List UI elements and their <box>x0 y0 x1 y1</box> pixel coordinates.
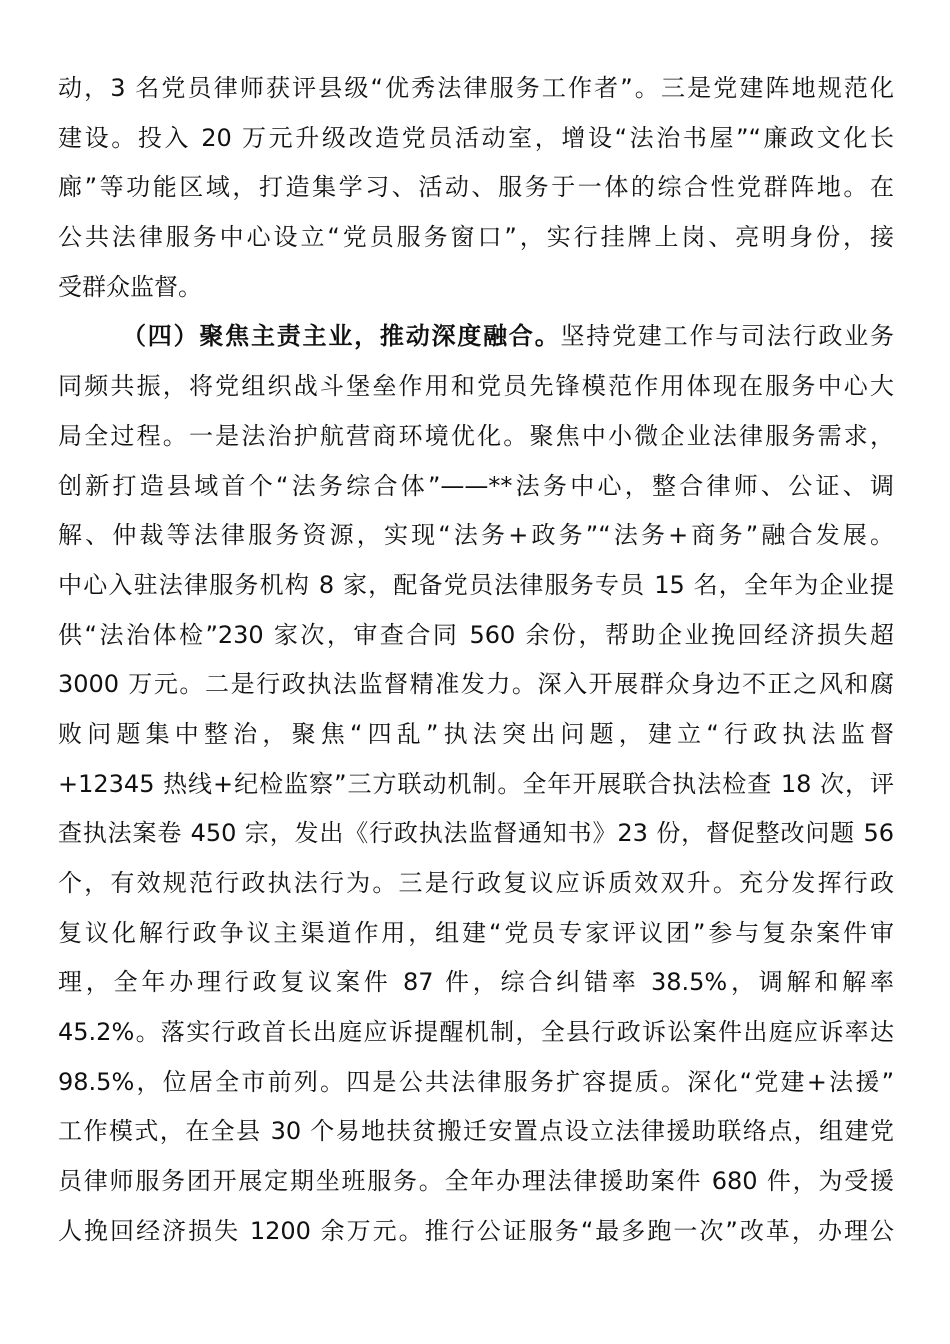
text-line: 败问题集中整治，聚焦“四乱”执法突出问题，建立“行政执法监督 <box>58 719 894 748</box>
text-line: 工作模式，在全县 30 个易地扶贫搬迁安置点设立法律援助联络点，组建党 <box>58 1117 894 1146</box>
text-line: 人挽回经济损失 1200 余万元。推行公证服务“最多跑一次”改革，办理公 <box>58 1216 894 1245</box>
text-line: 员律师服务团开展定期坐班服务。全年办理法律援助案件 680 件，为受援 <box>58 1167 894 1196</box>
text-line: 同频共振，将党组织战斗堡垒作用和党员先锋模范作用体现在服务中心大 <box>58 372 894 401</box>
text-line: 公共法律服务中心设立“党员服务窗口”，实行挂牌上岗、亮明身份，接 <box>58 223 894 252</box>
text-line: 复议化解行政争议主渠道作用，组建“党员专家评议团”参与复杂案件审 <box>58 918 894 947</box>
text-line: 3000 万元。二是行政执法监督精准发力。深入开展群众身边不正之风和腐 <box>58 670 894 699</box>
text-line: 查执法案卷 450 宗，发出《行政执法监督通知书》23 份，督促整改问题 56 <box>58 819 894 848</box>
text-line: 个，有效规范行政执法行为。三是行政复议应诉质效双升。充分发挥行政 <box>58 869 894 897</box>
text-line: 供“法治体检”230 家次，审查合同 560 余份，帮助企业挽回经济损失超 <box>58 620 894 649</box>
text-line: 动，3 名党员律师获评县级“优秀法律服务工作者”。三是党建阵地规范化 <box>58 74 894 102</box>
text-line: 45.2%。落实行政首长出庭应诉提醒机制，全县行政诉讼案件出庭应诉率达 <box>58 1018 894 1047</box>
text-line: 建设。投入 20 万元升级改造党员活动室，增设“法治书屋”“廉政文化长 <box>58 123 894 152</box>
text-line: 局全过程。一是法治护航营商环境优化。聚焦中小微企业法律服务需求， <box>58 421 894 450</box>
text-line: 创新打造县域首个“法务综合体”——**法务中心，整合律师、公证、调 <box>58 471 894 500</box>
text-line: 解、仲裁等法律服务资源，实现“法务+政务”“法务+商务”融合发展。 <box>58 521 894 550</box>
text-line: +12345 热线+纪检监察”三方联动机制。全年开展联合执法检查 18 次，评 <box>58 769 894 798</box>
section-heading-text: 坚持党建工作与司法行政业务 <box>560 322 895 351</box>
text-line: 受群众监督。 <box>58 272 202 301</box>
text-line: 98.5%，位居全市前列。四是公共法律服务扩容提质。深化“党建+法援” <box>58 1067 894 1096</box>
text-line: 中心入驻法律服务机构 8 家，配备党员法律服务专员 15 名，全年为企业提 <box>58 570 894 599</box>
section-heading-line <box>58 312 894 362</box>
text-line: 理，全年办理行政复议案件 87 件，综合纠错率 38.5%，调解和解率 <box>58 968 894 997</box>
document-page <box>58 64 894 1257</box>
section-heading: （四）聚焦主责主业，推动深度融合。 <box>122 322 561 351</box>
text-line: 廊”等功能区域，打造集学习、活动、服务于一体的综合性党群阵地。在 <box>58 173 894 202</box>
